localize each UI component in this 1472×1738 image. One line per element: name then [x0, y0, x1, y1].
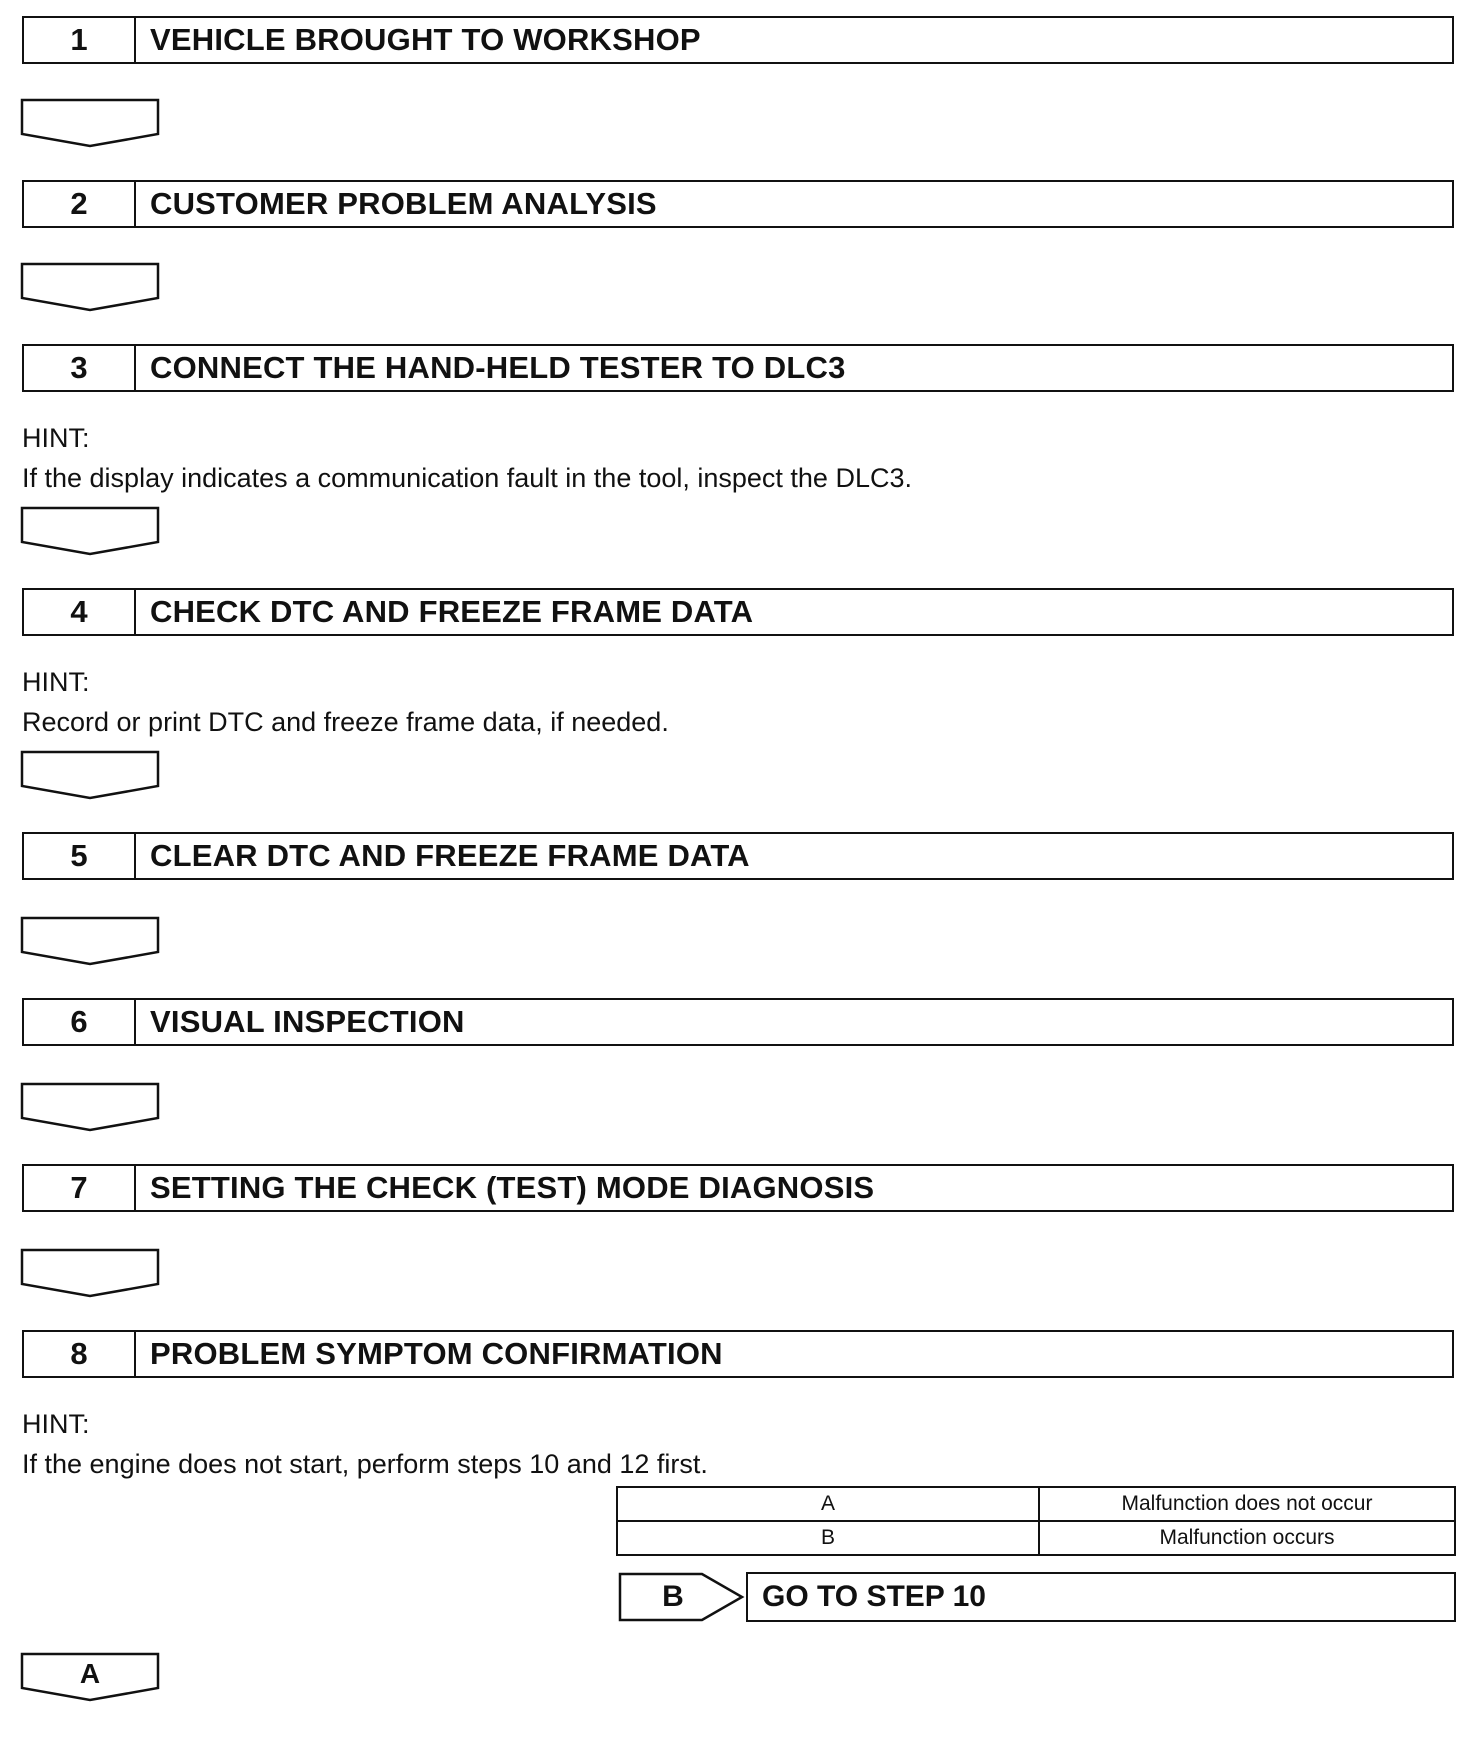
step-number: 7: [24, 1166, 136, 1210]
step-title: VISUAL INSPECTION: [150, 1004, 465, 1039]
step-title: CONNECT THE HAND-HELD TESTER TO DLC3: [150, 350, 846, 385]
hint-text: If the engine does not start, perform steps 10 and 12 first.: [22, 1449, 708, 1479]
hint-label: HINT:: [22, 667, 90, 697]
step-title: CHECK DTC AND FREEZE FRAME DATA: [150, 594, 754, 629]
hint-text: If the display indicates a communication fault in the tool, inspect the DLC3.: [22, 463, 912, 493]
step-5: [22, 832, 1454, 880]
step-title: SETTING THE CHECK (TEST) MODE DIAGNOSIS: [150, 1170, 875, 1205]
result-key: B: [617, 1521, 1039, 1555]
down-arrow-icon: [20, 262, 160, 312]
step-title: PROBLEM SYMPTOM CONFIRMATION: [150, 1336, 723, 1371]
step-number: 2: [24, 182, 136, 226]
step-title: VEHICLE BROUGHT TO WORKSHOP: [150, 22, 701, 57]
step-number: 4: [24, 590, 136, 634]
result-description: Malfunction occurs: [1039, 1521, 1455, 1555]
final-arrow-label: A: [79, 1658, 101, 1689]
step-number: 5: [24, 834, 136, 878]
step-number: 1: [24, 18, 136, 62]
down-arrow-icon: [20, 1082, 160, 1132]
down-arrow-icon: [20, 506, 160, 556]
down-arrow-icon: [20, 750, 160, 800]
step-number: 3: [24, 346, 136, 390]
result-description: Malfunction does not occur: [1039, 1487, 1455, 1521]
step-2: [22, 180, 1454, 228]
step-8: [22, 1330, 1454, 1378]
hint-text: Record or print DTC and freeze frame data, if needed.: [22, 707, 669, 737]
down-arrow-icon: [20, 916, 160, 966]
table-row: [617, 1521, 1455, 1555]
step-3: [22, 344, 1454, 392]
step-number: 6: [24, 1000, 136, 1044]
down-arrow-icon: [20, 1248, 160, 1298]
result-table: [616, 1486, 1456, 1556]
hint-label: HINT:: [22, 1409, 90, 1439]
step-title: CLEAR DTC AND FREEZE FRAME DATA: [150, 838, 750, 873]
step-6: [22, 998, 1454, 1046]
table-row: [617, 1487, 1455, 1521]
branch-label: B: [662, 1580, 684, 1613]
down-arrow-icon: [20, 98, 160, 148]
result-key: A: [617, 1487, 1039, 1521]
step-7: [22, 1164, 1454, 1212]
step-4: [22, 588, 1454, 636]
step-number: 8: [24, 1332, 136, 1376]
hint-label: HINT:: [22, 423, 90, 453]
goto-step-box: GO TO STEP 10: [746, 1572, 1456, 1622]
step-1: [22, 16, 1454, 64]
step-title: CUSTOMER PROBLEM ANALYSIS: [150, 186, 657, 221]
